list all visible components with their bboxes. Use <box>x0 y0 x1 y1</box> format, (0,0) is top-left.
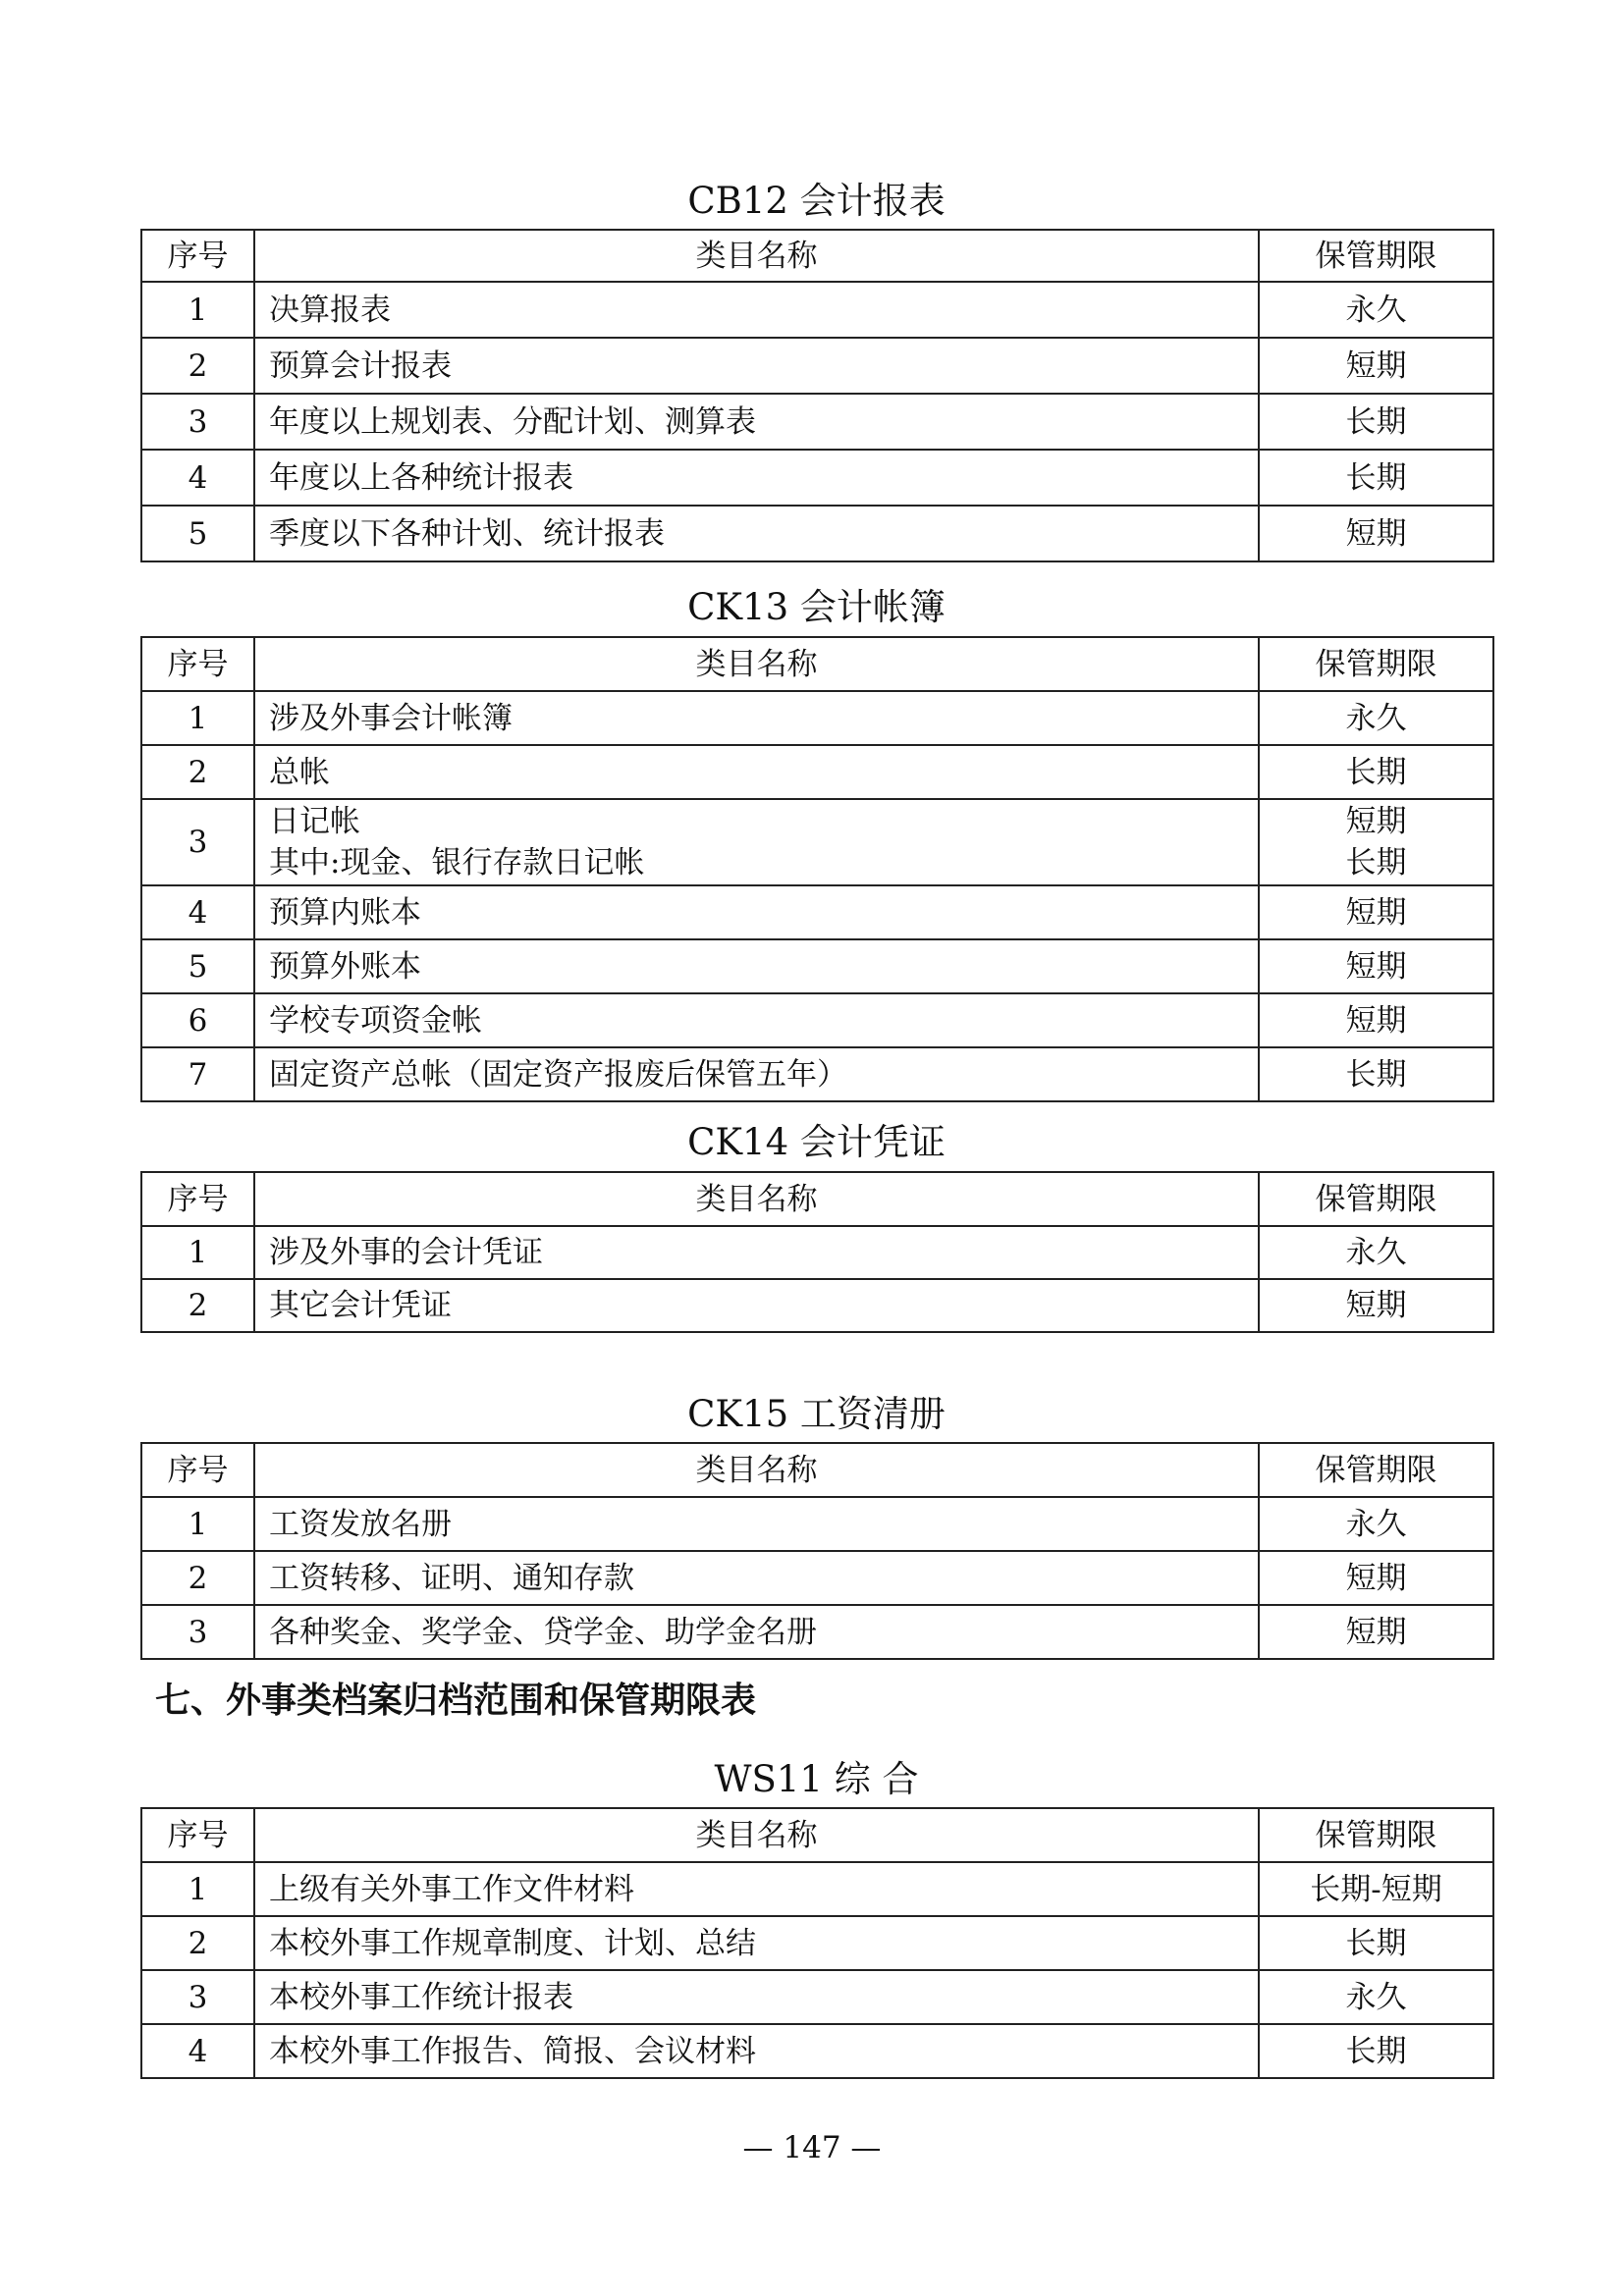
row-name: 预算外账本 <box>254 939 1259 993</box>
table-row <box>141 394 1493 450</box>
row-no: 2 <box>141 745 254 799</box>
table-row <box>141 1970 1493 2024</box>
row-period: 长期 <box>1259 1916 1493 1970</box>
header-no: 序号 <box>141 230 254 282</box>
row-period: 永久 <box>1259 1497 1493 1551</box>
row-period: 短期 <box>1259 993 1493 1047</box>
table-row <box>141 1279 1493 1332</box>
table-row <box>141 282 1493 338</box>
row-period: 短期 <box>1259 338 1493 394</box>
table-caption: CK14 会计凭证 <box>687 1121 946 1163</box>
table-row <box>141 2024 1493 2078</box>
table-row <box>141 691 1493 745</box>
row-name: 本校外事工作规章制度、计划、总结 <box>254 1916 1259 1970</box>
table-caption: CK15 工资清册 <box>687 1393 946 1435</box>
table-caption: WS11 综 合 <box>714 1758 919 1800</box>
row-name: 本校外事工作报告、简报、会议材料 <box>254 2024 1259 2078</box>
row-name: 季度以下各种计划、统计报表 <box>254 506 1259 561</box>
row-name: 年度以上规划表、分配计划、测算表 <box>254 394 1259 450</box>
header-period: 保管期限 <box>1259 1808 1493 1862</box>
section-heading: 七、外事类档案归档范围和保管期限表 <box>155 1681 757 1721</box>
table-row <box>141 993 1493 1047</box>
row-name: 工资转移、证明、通知存款 <box>254 1551 1259 1605</box>
row-period: 短期 <box>1259 1551 1493 1605</box>
table-header-row <box>141 1808 1493 1862</box>
row-name: 其它会计凭证 <box>254 1279 1259 1332</box>
table-ws11 <box>140 1807 1494 2079</box>
row-period-line: 长期 <box>1345 845 1407 881</box>
row-no: 3 <box>141 1970 254 2024</box>
table-header-row <box>141 637 1493 691</box>
table-row <box>141 1916 1493 1970</box>
page-number: — 147 — <box>742 2130 882 2165</box>
header-name: 类目名称 <box>254 1443 1259 1497</box>
row-period <box>1259 799 1493 885</box>
header-name: 类目名称 <box>254 1808 1259 1862</box>
table-ck13 <box>140 636 1494 1102</box>
row-period: 短期 <box>1259 939 1493 993</box>
row-period: 永久 <box>1259 691 1493 745</box>
table-header-row <box>141 1172 1493 1226</box>
row-period: 长期 <box>1259 1047 1493 1101</box>
row-period: 长期 <box>1259 394 1493 450</box>
row-no: 1 <box>141 1226 254 1279</box>
row-period: 短期 <box>1259 506 1493 561</box>
table-caption: CB12 会计报表 <box>687 180 946 222</box>
table-row <box>141 939 1493 993</box>
row-period-line: 短期 <box>1345 804 1407 839</box>
header-name: 类目名称 <box>254 230 1259 282</box>
table-header-row <box>141 1443 1493 1497</box>
row-no: 3 <box>141 799 254 885</box>
table-ck14 <box>140 1171 1494 1333</box>
row-no: 4 <box>141 450 254 506</box>
header-name: 类目名称 <box>254 1172 1259 1226</box>
row-period: 永久 <box>1259 282 1493 338</box>
header-name: 类目名称 <box>254 637 1259 691</box>
row-no: 3 <box>141 394 254 450</box>
row-period: 长期 <box>1259 450 1493 506</box>
header-period: 保管期限 <box>1259 230 1493 282</box>
row-no: 2 <box>141 1916 254 1970</box>
row-no: 5 <box>141 506 254 561</box>
row-period: 短期 <box>1259 1279 1493 1332</box>
row-period: 短期 <box>1259 885 1493 939</box>
row-no: 3 <box>141 1605 254 1659</box>
table-row <box>141 1551 1493 1605</box>
row-no: 1 <box>141 1497 254 1551</box>
row-name: 涉及外事的会计凭证 <box>254 1226 1259 1279</box>
row-no: 2 <box>141 338 254 394</box>
row-name: 年度以上各种统计报表 <box>254 450 1259 506</box>
row-name: 涉及外事会计帐簿 <box>254 691 1259 745</box>
table-row <box>141 1605 1493 1659</box>
row-name: 上级有关外事工作文件材料 <box>254 1862 1259 1916</box>
row-name: 决算报表 <box>254 282 1259 338</box>
table-caption: CK13 会计帐簿 <box>687 586 946 628</box>
row-name: 工资发放名册 <box>254 1497 1259 1551</box>
row-name: 各种奖金、奖学金、贷学金、助学金名册 <box>254 1605 1259 1659</box>
row-no: 1 <box>141 282 254 338</box>
table-row <box>141 338 1493 394</box>
row-no: 4 <box>141 885 254 939</box>
table-row <box>141 885 1493 939</box>
header-no: 序号 <box>141 637 254 691</box>
row-name: 固定资产总帐（固定资产报废后保管五年） <box>254 1047 1259 1101</box>
row-no: 2 <box>141 1551 254 1605</box>
row-name: 学校专项资金帐 <box>254 993 1259 1047</box>
row-period: 短期 <box>1259 1605 1493 1659</box>
header-no: 序号 <box>141 1172 254 1226</box>
header-period: 保管期限 <box>1259 637 1493 691</box>
row-name: 总帐 <box>254 745 1259 799</box>
row-period: 长期-短期 <box>1259 1862 1493 1916</box>
row-name <box>254 799 1259 885</box>
table-cb12 <box>140 229 1494 562</box>
row-name-line: 日记帐 <box>269 804 360 839</box>
table-row <box>141 506 1493 561</box>
row-no: 1 <box>141 691 254 745</box>
table-row <box>141 1226 1493 1279</box>
header-period: 保管期限 <box>1259 1172 1493 1226</box>
table-ck15 <box>140 1442 1494 1660</box>
row-name: 预算内账本 <box>254 885 1259 939</box>
table-row <box>141 799 1493 885</box>
table-row <box>141 450 1493 506</box>
table-row <box>141 745 1493 799</box>
row-no: 7 <box>141 1047 254 1101</box>
header-no: 序号 <box>141 1443 254 1497</box>
row-period: 永久 <box>1259 1226 1493 1279</box>
row-no: 6 <box>141 993 254 1047</box>
row-name: 本校外事工作统计报表 <box>254 1970 1259 2024</box>
row-period: 永久 <box>1259 1970 1493 2024</box>
row-name-line: 其中:现金、银行存款日记帐 <box>269 845 645 881</box>
row-period: 长期 <box>1259 2024 1493 2078</box>
row-period: 长期 <box>1259 745 1493 799</box>
row-no: 2 <box>141 1279 254 1332</box>
row-no: 5 <box>141 939 254 993</box>
header-no: 序号 <box>141 1808 254 1862</box>
header-period: 保管期限 <box>1259 1443 1493 1497</box>
table-row <box>141 1497 1493 1551</box>
row-no: 1 <box>141 1862 254 1916</box>
table-row <box>141 1047 1493 1101</box>
row-no: 4 <box>141 2024 254 2078</box>
table-row <box>141 1862 1493 1916</box>
row-name: 预算会计报表 <box>254 338 1259 394</box>
table-header-row <box>141 230 1493 282</box>
